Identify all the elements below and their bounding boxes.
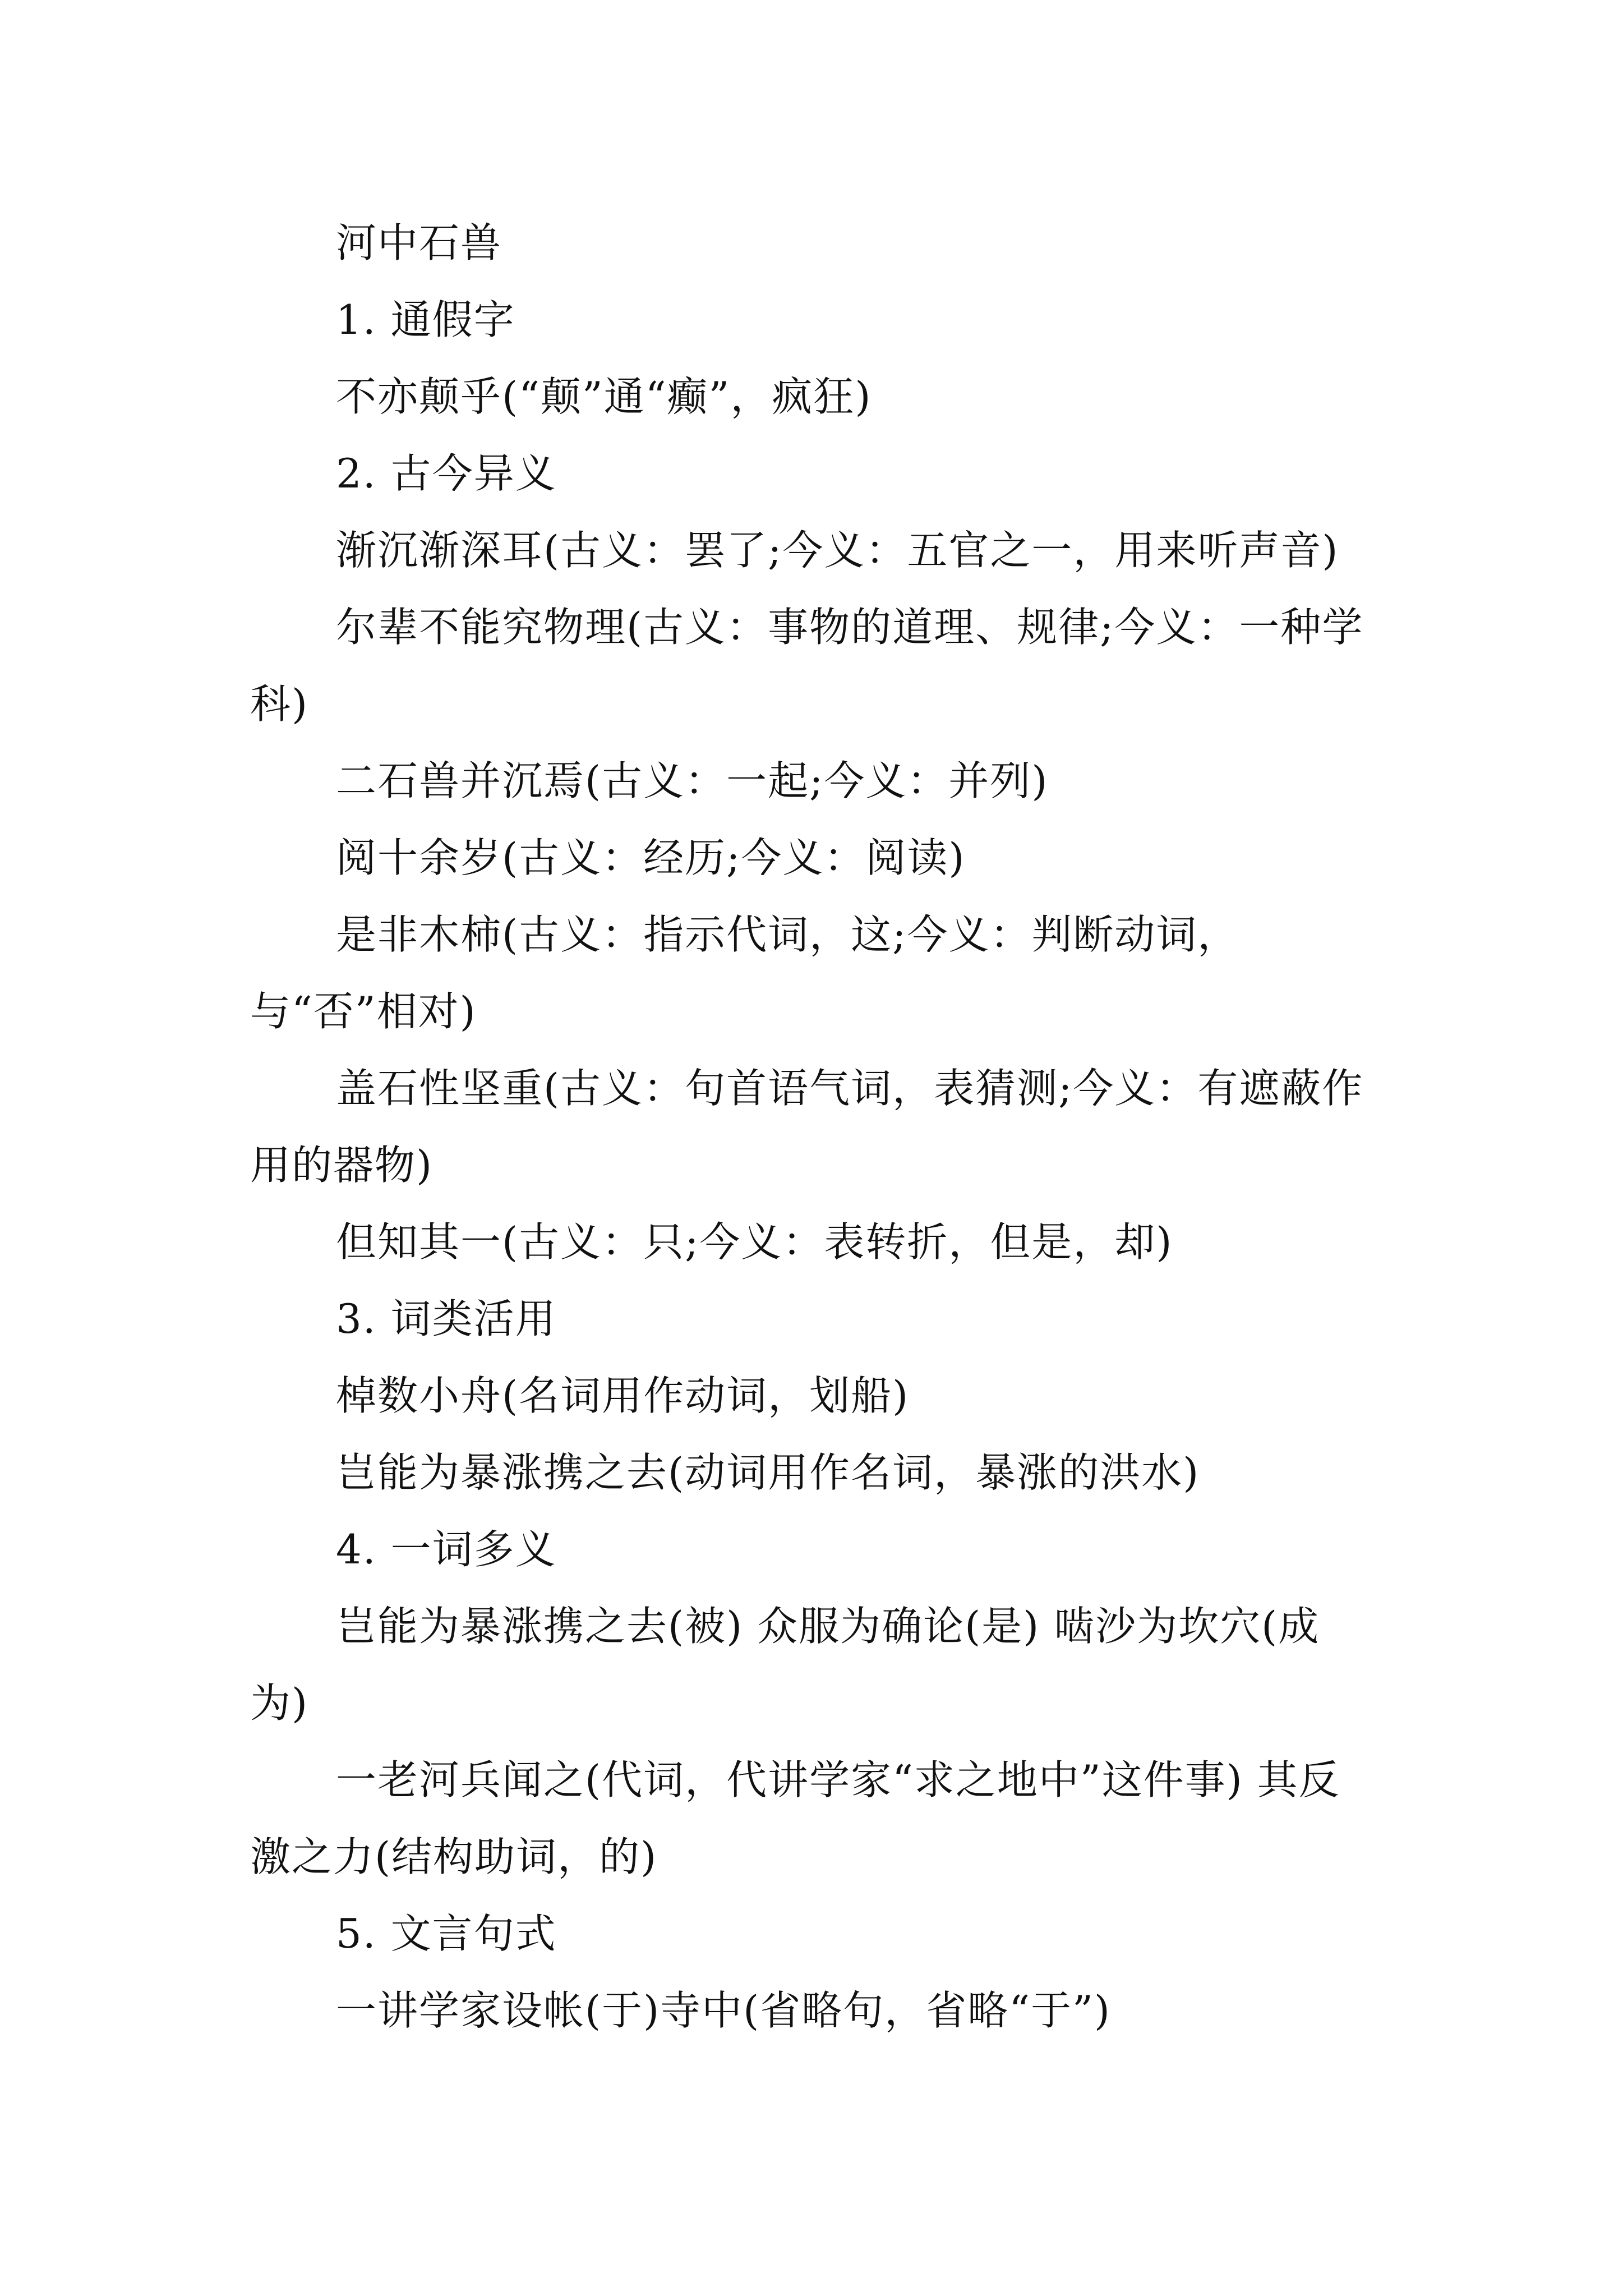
paragraph: 阅十余岁(古义：经历;今义：阅读) bbox=[336, 834, 966, 881]
section-heading-cileihuoyong: 3. 词类活用 bbox=[336, 1295, 557, 1342]
paragraph: 岂能为暴涨携之去(被) 众服为确论(是) 啮沙为坎穴(成为) bbox=[250, 1603, 1320, 1727]
paragraph: 渐沉渐深耳(古义：罢了;今义：五官之一，用来听声音) bbox=[336, 527, 1339, 574]
paragraph: 岂能为暴涨携之去(动词用作名词，暴涨的洪水) bbox=[336, 1449, 1200, 1496]
paragraph: 棹数小舟(名词用作动词，划船) bbox=[336, 1372, 910, 1419]
paragraph: 一讲学家设帐(于)寺中(省略句，省略“于”) bbox=[336, 1987, 1111, 2034]
paragraph: 但知其一(古义：只;今义：表转折，但是，却) bbox=[336, 1218, 1173, 1266]
paragraph: 不亦颠乎(“颠”通“癫”，疯狂) bbox=[336, 373, 872, 420]
paragraph: 二石兽并沉焉(古义：一起;今义：并列) bbox=[336, 757, 1049, 804]
document-title: 河中石兽 bbox=[336, 219, 502, 266]
paragraph: 一老河兵闻之(代词，代讲学家“求之地中”这件事) 其反激之力(结构助词，的) bbox=[250, 1756, 1340, 1880]
document-body bbox=[250, 205, 1377, 2049]
section-heading-gujinyiyi: 2. 古今异义 bbox=[336, 450, 557, 497]
section-heading-yiciduoyi: 4. 一词多义 bbox=[336, 1526, 557, 1573]
paragraph: 盖石性坚重(古义：句首语气词，表猜测;今义：有遮蔽作用的器物) bbox=[250, 1065, 1364, 1189]
paragraph: 尔辈不能究物理(古义：事物的道理、规律;今义：一种学科) bbox=[250, 604, 1364, 728]
paragraph: 是非木柿(古义：指示代词，这;今义：判断动词，与“否”相对) bbox=[250, 911, 1239, 1035]
section-heading-wenyanjushi: 5. 文言句式 bbox=[336, 1910, 557, 1957]
section-heading-tongjiazi: 1. 通假字 bbox=[336, 296, 515, 343]
